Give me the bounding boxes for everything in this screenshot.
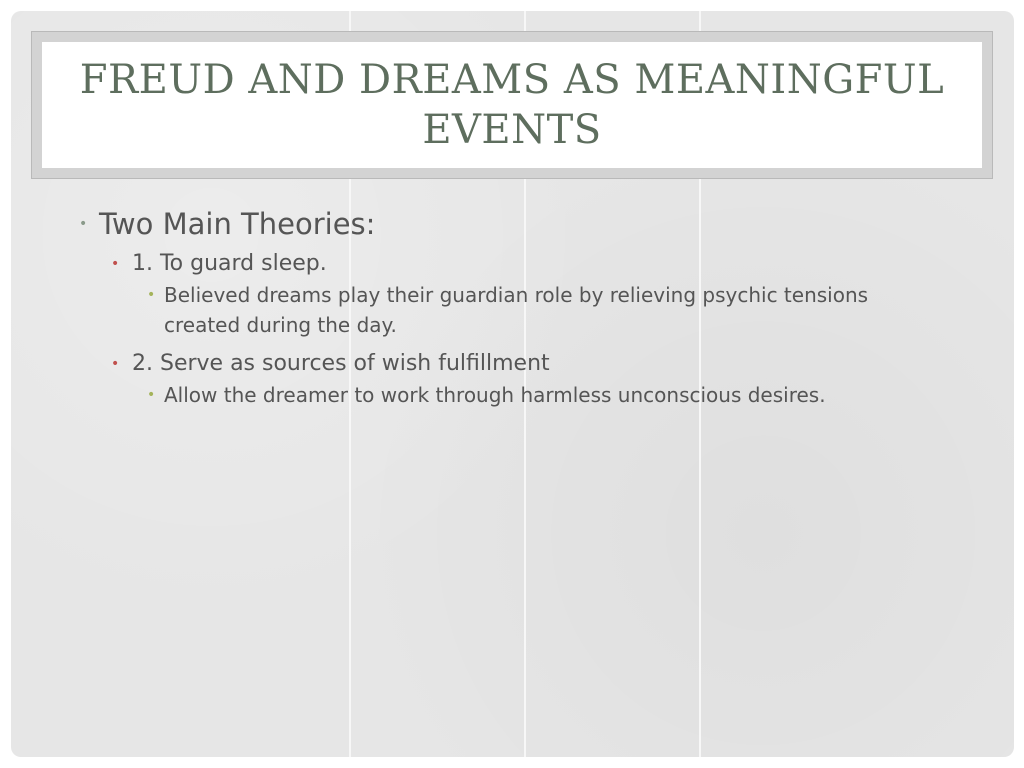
bullet-icon: • [111, 356, 120, 372]
bullet-icon: • [111, 256, 120, 272]
title-box [42, 42, 982, 168]
bullet-icon: • [147, 387, 156, 403]
bullet-text: 1. To guard sleep. [132, 251, 327, 276]
bullet-level1 [73, 204, 973, 244]
bullet-text: Two Main Theories: [99, 207, 376, 241]
title-frame [31, 31, 993, 179]
slide-title: FREUD AND DREAMS AS MEANINGFUL EVENTS [79, 57, 945, 153]
bullet-text: 2. Serve as sources of wish fulfillment [132, 351, 550, 376]
bullet-level3 [73, 280, 924, 340]
bullet-icon: • [79, 216, 88, 232]
bullet-level2 [73, 248, 973, 280]
bullet-level3 [73, 380, 924, 410]
bullet-icon: • [147, 287, 156, 303]
bullet-text: Believed dreams play their guardian role by relieving psychic tensions created during the day. [164, 283, 869, 337]
bullet-level2 [73, 348, 973, 380]
bullet-text: Allow the dreamer to work through harmless unconscious desires. [164, 383, 826, 407]
bullet-list [73, 204, 973, 418]
slide [11, 11, 1014, 757]
